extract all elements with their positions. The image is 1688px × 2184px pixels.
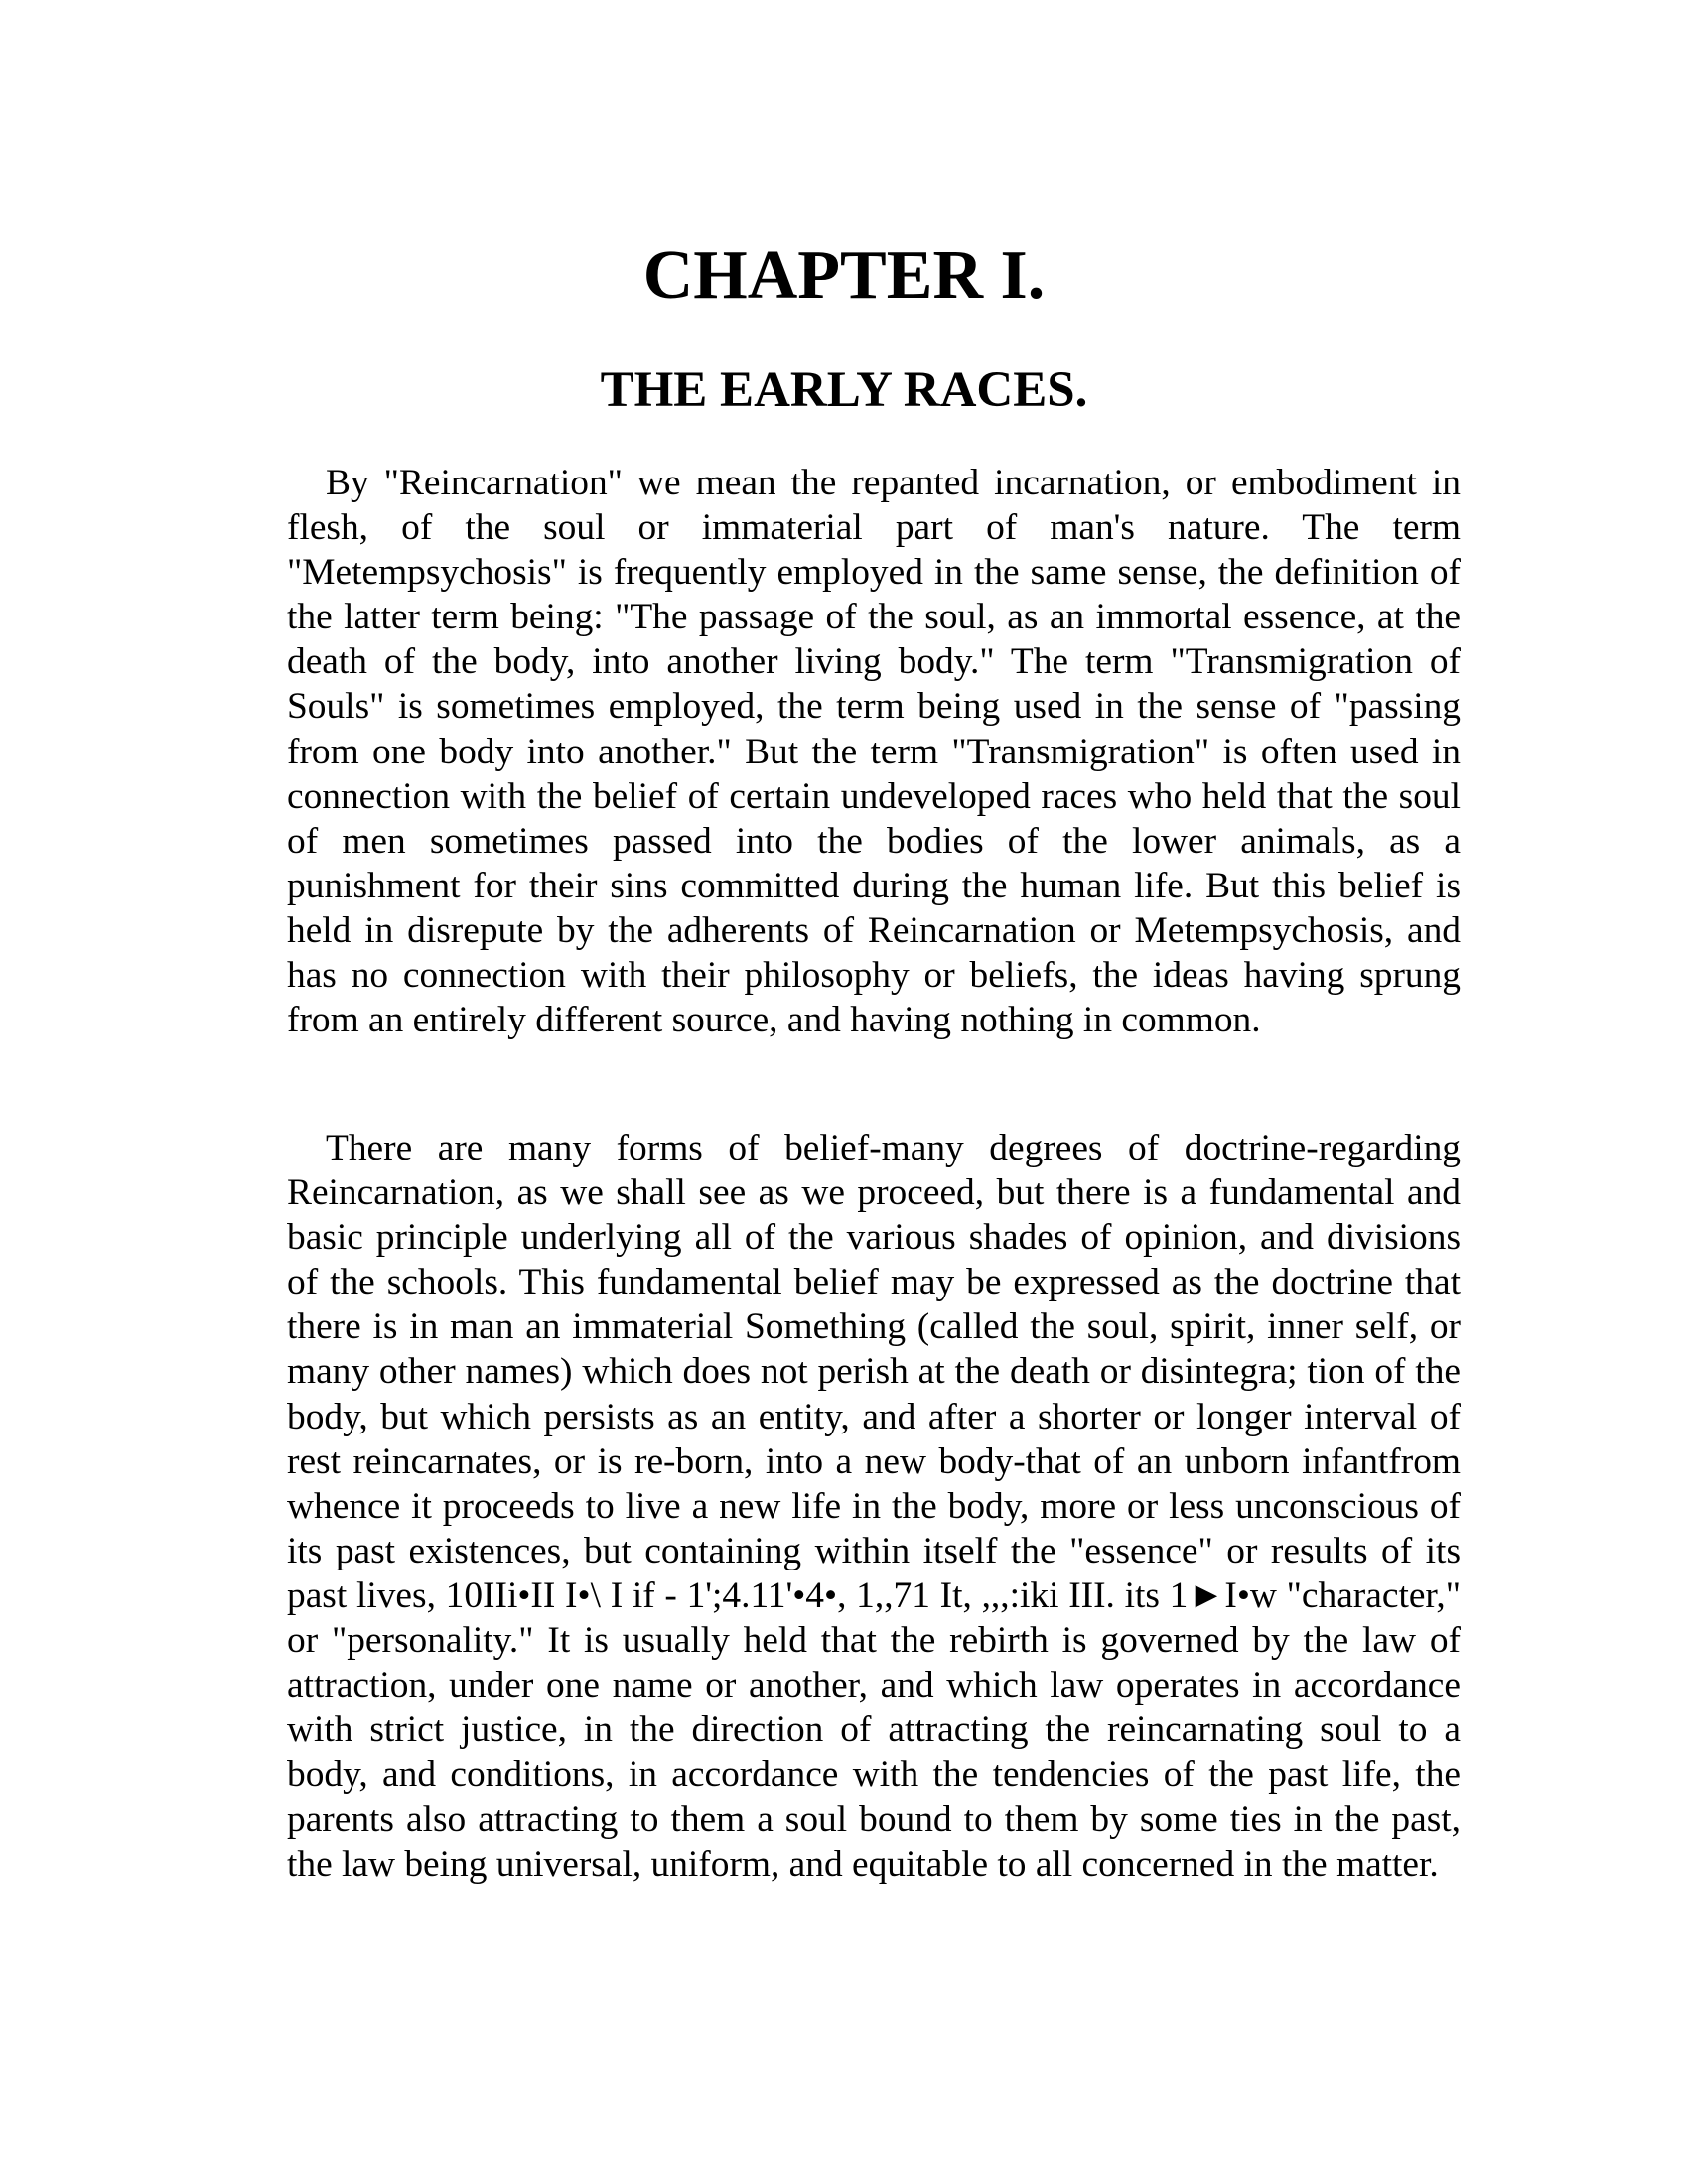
chapter-subtitle: THE EARLY RACES. [600, 362, 1088, 418]
chapter-title: CHAPTER I. [642, 237, 1046, 314]
body-paragraph: There are many forms of belief-many degrees of doctrine-regarding Reincarnation, as we shall see as we proceed, but there is a fundamental and basic principle underlying all of the various shades of opinion, and divisions of the schools. This fundamental belief may be expressed as the doctrine that there is in man an immaterial Something (called the soul, spirit, inner self, or many other names) which does not perish at the death or disintegra; tion of the body, but which persists as an entity, and after a shorter or longer interval of rest reincarnates, or is re-born, into a new body-that of an unborn infantfrom whence it proceeds to live a new life in the body, more or less unconscious of its past existences, but containing within itself the "essence" or results of its past lives, 10IIi•II I•\ I if - 1';4.11'•4•, 1,,71 It, ,,,:iki III. its 1►I•w "character," or "personality." It is usually held that the rebirth is governed by the law of attraction, under one name or another, and which law operates in accordance with strict justice, in the direction of attracting the reincarnating soul to a body, and conditions, in accordance with the tendencies of the past life, the parents also attracting to them a soul bound to them by some ties in the past, the law being universal, uniform, and equitable to all concerned in the matter. [287, 1128, 1461, 1885]
body-paragraph: By "Reincarnation" we mean the repanted incarnation, or embodiment in flesh, of the soul or immaterial part of man's nature. The term "Metempsychosis" is frequently employed in the same sense, the definition of the latter term being: "The passage of the soul, as an immortal essence, at the death of the body, into another living body." The term "Transmigration of Souls" is sometimes employed, the term being used in the sense of "passing from one body into another." But the term "Transmigration" is often used in connection with the belief of certain undeveloped races who held that the soul of men sometimes passed into the bodies of the lower animals, as a punishment for their sins committed during the human life. But this belief is held in disrepute by the adherents of Reincarnation or Metempsychosis, and has no connection with their philosophy or beliefs, the ideas having sprung from an entirely different source, and having nothing in common. [287, 463, 1461, 1041]
